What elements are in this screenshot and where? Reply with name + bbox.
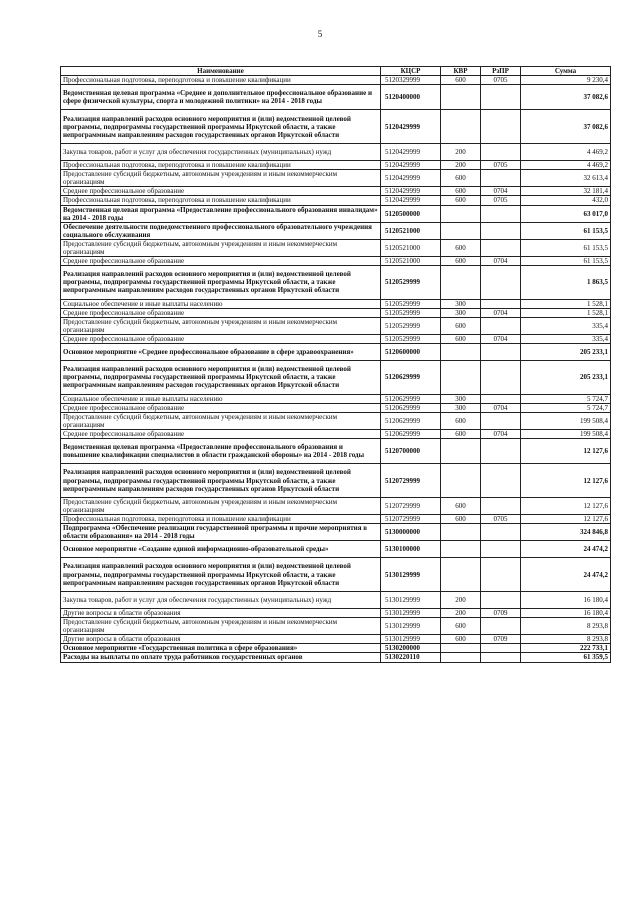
cell-kvr: 600 xyxy=(441,618,481,635)
cell-sum: 432,0 xyxy=(521,196,611,205)
cell-name: Реализация направлений расходов основного мероприятия и (или) ведомственной целевой программы, подпрограммы государственной программы Иркутской области, а также непрограммным направлениям расходов государственных органов Иркутской области xyxy=(61,464,381,497)
cell-sum: 199 508,4 xyxy=(521,430,611,439)
cell-kvr: 200 xyxy=(441,591,481,608)
table-row xyxy=(61,618,611,635)
table-body xyxy=(61,76,611,662)
cell-rzpr xyxy=(481,524,521,541)
cell-sum: 37 082,6 xyxy=(521,85,611,110)
cell-sum: 8 293,8 xyxy=(521,618,611,635)
cell-kcsr: 5120529999 xyxy=(381,308,441,317)
table-row xyxy=(61,524,611,541)
cell-sum: 61 153,5 xyxy=(521,239,611,256)
cell-name: Обеспечение деятельности подведомственного профессионального образовательного учреждения социального обслуживания xyxy=(61,222,381,239)
cell-sum: 61 153,5 xyxy=(521,222,611,239)
cell-sum: 5 724,7 xyxy=(521,394,611,403)
header-kcsr: КЦСР xyxy=(381,67,441,76)
cell-kvr xyxy=(441,439,481,464)
cell-name: Социальное обеспечение и иные выплаты населению xyxy=(61,299,381,308)
cell-name: Основное мероприятие «Государственная политика в сфере образования» xyxy=(61,644,381,653)
cell-kvr: 600 xyxy=(441,317,481,334)
cell-kvr xyxy=(441,110,481,143)
cell-kvr: 600 xyxy=(441,196,481,205)
cell-sum: 61 359,5 xyxy=(521,653,611,662)
cell-kcsr: 5130100000 xyxy=(381,541,441,558)
cell-rzpr xyxy=(481,222,521,239)
table-row xyxy=(61,196,611,205)
table-row xyxy=(61,653,611,662)
cell-kcsr: 5120521000 xyxy=(381,222,441,239)
cell-rzpr: 0709 xyxy=(481,635,521,644)
cell-sum: 32 613,4 xyxy=(521,170,611,187)
cell-kvr: 600 xyxy=(441,497,481,514)
cell-kvr: 600 xyxy=(441,430,481,439)
cell-kcsr: 5120429999 xyxy=(381,110,441,143)
cell-kcsr: 5120400000 xyxy=(381,85,441,110)
cell-kcsr: 5120629999 xyxy=(381,361,441,394)
cell-kvr xyxy=(441,558,481,591)
cell-kvr: 200 xyxy=(441,143,481,160)
cell-kvr: 600 xyxy=(441,635,481,644)
cell-sum: 1 528,1 xyxy=(521,299,611,308)
cell-kvr xyxy=(441,266,481,299)
header-kvr: КВР xyxy=(441,67,481,76)
cell-kvr: 200 xyxy=(441,609,481,618)
cell-name: Предоставление субсидий бюджетным, автономным учреждениям и иным некоммерческим организациям xyxy=(61,239,381,256)
cell-rzpr: 0705 xyxy=(481,161,521,170)
cell-rzpr xyxy=(481,558,521,591)
table-row xyxy=(61,110,611,143)
table-row xyxy=(61,412,611,429)
table-row xyxy=(61,394,611,403)
cell-sum: 222 733,1 xyxy=(521,644,611,653)
table-row xyxy=(61,205,611,222)
cell-kcsr: 5120729999 xyxy=(381,514,441,523)
cell-name: Ведомственная целевая программа «Предоставление профессионального образования и повышение квалификации специалистов в области гражданской обороны» на 2014 - 2018 годы xyxy=(61,439,381,464)
cell-kcsr: 5120521000 xyxy=(381,239,441,256)
cell-sum: 1 863,5 xyxy=(521,266,611,299)
cell-rzpr xyxy=(481,317,521,334)
cell-kcsr: 5120629999 xyxy=(381,394,441,403)
cell-rzpr xyxy=(481,85,521,110)
header-sum: Сумма xyxy=(521,67,611,76)
cell-name: Ведомственная целевая программа «Предоставление профессионального образования инвалидам» на 2014 - 2018 годы xyxy=(61,205,381,222)
table-row xyxy=(61,85,611,110)
cell-name: Основное мероприятие «Среднее профессиональное образование в сфере здравоохранения» xyxy=(61,344,381,361)
cell-kvr xyxy=(441,464,481,497)
cell-rzpr: 0705 xyxy=(481,514,521,523)
cell-sum: 24 474,2 xyxy=(521,558,611,591)
cell-name: Подпрограмма «Обеспечение реализации государственной программы и прочие мероприятия в области образования» на 2014 - 2018 годы xyxy=(61,524,381,541)
cell-sum: 9 230,4 xyxy=(521,76,611,85)
cell-rzpr xyxy=(481,439,521,464)
cell-name: Предоставление субсидий бюджетным, автономным учреждениям и иным некоммерческим организациям xyxy=(61,497,381,514)
cell-name: Предоставление субсидий бюджетным, автономным учреждениям и иным некоммерческим организациям xyxy=(61,412,381,429)
cell-kcsr: 5120529999 xyxy=(381,266,441,299)
cell-sum: 12 127,6 xyxy=(521,439,611,464)
table-row xyxy=(61,439,611,464)
cell-kvr xyxy=(441,85,481,110)
cell-rzpr: 0704 xyxy=(481,257,521,266)
cell-kvr: 200 xyxy=(441,161,481,170)
cell-name: Среднее профессиональное образование xyxy=(61,334,381,343)
cell-rzpr xyxy=(481,299,521,308)
cell-kcsr: 5120629999 xyxy=(381,403,441,412)
cell-kvr: 600 xyxy=(441,76,481,85)
cell-kvr xyxy=(441,361,481,394)
cell-rzpr xyxy=(481,653,521,662)
table-row xyxy=(61,143,611,160)
cell-name: Ведомственная целевая программа «Среднее и дополнительное профессиональное образование и сфере физической культуры, спорта и молодежной политики» на 2014 - 2018 годы xyxy=(61,85,381,110)
cell-sum: 335,4 xyxy=(521,317,611,334)
budget-table xyxy=(60,66,611,663)
table-row xyxy=(61,299,611,308)
cell-name: Среднее профессиональное образование xyxy=(61,257,381,266)
cell-kcsr: 5120629999 xyxy=(381,430,441,439)
cell-sum: 205 233,1 xyxy=(521,344,611,361)
cell-kcsr: 5120529999 xyxy=(381,299,441,308)
cell-kcsr: 5130129999 xyxy=(381,618,441,635)
table-row xyxy=(61,187,611,196)
cell-name: Расходы на выплаты по оплате труда работников государственных органов xyxy=(61,653,381,662)
cell-kcsr: 5130129999 xyxy=(381,609,441,618)
cell-sum: 1 528,1 xyxy=(521,308,611,317)
cell-rzpr xyxy=(481,361,521,394)
page-number: 5 xyxy=(317,29,323,39)
cell-kcsr: 5120529999 xyxy=(381,317,441,334)
cell-kcsr: 5120500000 xyxy=(381,205,441,222)
cell-sum: 8 293,8 xyxy=(521,635,611,644)
cell-kvr xyxy=(441,541,481,558)
table-row xyxy=(61,644,611,653)
cell-rzpr xyxy=(481,170,521,187)
cell-sum: 12 127,6 xyxy=(521,514,611,523)
table-row xyxy=(61,317,611,334)
cell-name: Среднее профессиональное образование xyxy=(61,308,381,317)
cell-rzpr: 0709 xyxy=(481,609,521,618)
cell-kcsr: 5120529999 xyxy=(381,334,441,343)
cell-kvr xyxy=(441,222,481,239)
cell-kvr: 300 xyxy=(441,394,481,403)
cell-kcsr: 5120729999 xyxy=(381,497,441,514)
cell-sum: 205 233,1 xyxy=(521,361,611,394)
table-row xyxy=(61,222,611,239)
table-row xyxy=(61,344,611,361)
cell-name: Реализация направлений расходов основного мероприятия и (или) ведомственной целевой программы, подпрограммы государственной программы Иркутской области, а также непрограммным направлениям расходов государственных органов Иркутской области xyxy=(61,558,381,591)
cell-kvr xyxy=(441,653,481,662)
cell-sum: 61 153,5 xyxy=(521,257,611,266)
table-row xyxy=(61,497,611,514)
cell-name: Профессиональная подготовка, переподготовка и повышение квалификации xyxy=(61,161,381,170)
table-row xyxy=(61,334,611,343)
cell-kvr: 600 xyxy=(441,257,481,266)
cell-name: Закупка товаров, работ и услуг для обеспечения государственных (муниципальных) нужд xyxy=(61,143,381,160)
cell-rzpr xyxy=(481,591,521,608)
table-header-row xyxy=(61,67,611,76)
cell-name: Среднее профессиональное образование xyxy=(61,187,381,196)
cell-kcsr: 5130000000 xyxy=(381,524,441,541)
cell-kcsr: 5120729999 xyxy=(381,464,441,497)
cell-rzpr xyxy=(481,497,521,514)
header-name: Наименование xyxy=(61,67,381,76)
cell-sum: 335,4 xyxy=(521,334,611,343)
cell-name: Основное мероприятие «Создание единой информационно-образовательной среды» xyxy=(61,541,381,558)
table-row xyxy=(61,514,611,523)
cell-name: Другие вопросы в области образования xyxy=(61,609,381,618)
cell-kcsr: 5120600000 xyxy=(381,344,441,361)
table-row xyxy=(61,76,611,85)
cell-rzpr xyxy=(481,412,521,429)
cell-sum: 12 127,6 xyxy=(521,497,611,514)
cell-sum: 37 082,6 xyxy=(521,110,611,143)
cell-kcsr: 5130129999 xyxy=(381,558,441,591)
table-row xyxy=(61,170,611,187)
cell-rzpr: 0704 xyxy=(481,308,521,317)
cell-rzpr xyxy=(481,464,521,497)
cell-sum: 5 724,7 xyxy=(521,403,611,412)
cell-sum: 32 181,4 xyxy=(521,187,611,196)
cell-sum: 4 469,2 xyxy=(521,161,611,170)
cell-name: Предоставление субсидий бюджетным, автономным учреждениям и иным некоммерческим организациям xyxy=(61,618,381,635)
cell-sum: 12 127,6 xyxy=(521,464,611,497)
table-row xyxy=(61,430,611,439)
table-row xyxy=(61,308,611,317)
cell-rzpr: 0704 xyxy=(481,187,521,196)
cell-kvr xyxy=(441,524,481,541)
cell-rzpr: 0704 xyxy=(481,403,521,412)
table-row xyxy=(61,239,611,256)
table-row xyxy=(61,361,611,394)
table-row xyxy=(61,266,611,299)
cell-kcsr: 5120429999 xyxy=(381,143,441,160)
cell-name: Профессиональная подготовка, переподготовка и повышение квалификации xyxy=(61,514,381,523)
table-row xyxy=(61,464,611,497)
cell-kvr: 600 xyxy=(441,514,481,523)
table-row xyxy=(61,591,611,608)
table-row xyxy=(61,161,611,170)
cell-sum: 4 469,2 xyxy=(521,143,611,160)
cell-name: Среднее профессиональное образование xyxy=(61,403,381,412)
cell-kvr: 600 xyxy=(441,187,481,196)
cell-rzpr xyxy=(481,644,521,653)
cell-kvr: 600 xyxy=(441,412,481,429)
table-row xyxy=(61,635,611,644)
cell-name: Профессиональная подготовка, переподготовка и повышение квалификации xyxy=(61,196,381,205)
cell-rzpr: 0705 xyxy=(481,196,521,205)
cell-kcsr: 5130200000 xyxy=(381,644,441,653)
cell-rzpr xyxy=(481,110,521,143)
cell-kcsr: 5120429999 xyxy=(381,196,441,205)
table-row xyxy=(61,558,611,591)
cell-kcsr: 5120700000 xyxy=(381,439,441,464)
cell-name: Предоставление субсидий бюджетным, автономным учреждениям и иным некоммерческим организациям xyxy=(61,317,381,334)
cell-name: Реализация направлений расходов основного мероприятия и (или) ведомственной целевой программы, подпрограммы государственной программы Иркутской области, а также непрограммным направлениям расходов государственных органов Иркутской области xyxy=(61,110,381,143)
cell-name: Социальное обеспечение и иные выплаты населению xyxy=(61,394,381,403)
cell-kcsr: 5120329999 xyxy=(381,76,441,85)
cell-rzpr: 0704 xyxy=(481,430,521,439)
cell-kvr xyxy=(441,205,481,222)
cell-sum: 24 474,2 xyxy=(521,541,611,558)
cell-rzpr xyxy=(481,394,521,403)
cell-sum: 63 017,0 xyxy=(521,205,611,222)
cell-kcsr: 5120429999 xyxy=(381,187,441,196)
cell-kcsr: 5120429999 xyxy=(381,170,441,187)
table-row xyxy=(61,541,611,558)
cell-name: Реализация направлений расходов основного мероприятия и (или) ведомственной целевой программы, подпрограммы государственной программы Иркутской области, а также непрограммным направлениям расходов государственных органов Иркутской области xyxy=(61,266,381,299)
cell-kvr: 600 xyxy=(441,239,481,256)
cell-name: Закупка товаров, работ и услуг для обеспечения государственных (муниципальных) нужд xyxy=(61,591,381,608)
cell-kcsr: 5130129999 xyxy=(381,591,441,608)
cell-kvr: 600 xyxy=(441,334,481,343)
cell-rzpr xyxy=(481,618,521,635)
cell-kvr xyxy=(441,644,481,653)
cell-kvr xyxy=(441,344,481,361)
cell-kcsr: 5120629999 xyxy=(381,412,441,429)
cell-kvr: 300 xyxy=(441,299,481,308)
cell-kcsr: 5120429999 xyxy=(381,161,441,170)
cell-rzpr xyxy=(481,143,521,160)
cell-name: Среднее профессиональное образование xyxy=(61,430,381,439)
cell-rzpr xyxy=(481,541,521,558)
cell-sum: 199 508,4 xyxy=(521,412,611,429)
cell-rzpr xyxy=(481,344,521,361)
cell-kcsr: 5130220110 xyxy=(381,653,441,662)
cell-rzpr xyxy=(481,205,521,222)
cell-name: Предоставление субсидий бюджетным, автономным учреждениям и иным некоммерческим организациям xyxy=(61,170,381,187)
cell-name: Профессиональная подготовка, переподготовка и повышение квалификации xyxy=(61,76,381,85)
cell-sum: 16 180,4 xyxy=(521,609,611,618)
cell-name: Реализация направлений расходов основного мероприятия и (или) ведомственной целевой программы, подпрограммы государственной программы Иркутской области, а также непрограммным направлениям расходов государственных органов Иркутской области xyxy=(61,361,381,394)
cell-name: Другие вопросы в области образования xyxy=(61,635,381,644)
table-row xyxy=(61,257,611,266)
cell-kcsr: 5120521000 xyxy=(381,257,441,266)
header-rzpr: РзПР xyxy=(481,67,521,76)
table-row xyxy=(61,609,611,618)
cell-sum: 324 846,8 xyxy=(521,524,611,541)
cell-kvr: 600 xyxy=(441,170,481,187)
cell-kvr: 300 xyxy=(441,403,481,412)
cell-rzpr: 0705 xyxy=(481,76,521,85)
cell-rzpr: 0704 xyxy=(481,334,521,343)
table-row xyxy=(61,403,611,412)
cell-rzpr xyxy=(481,266,521,299)
cell-kvr: 300 xyxy=(441,308,481,317)
cell-rzpr xyxy=(481,239,521,256)
cell-kcsr: 5130129999 xyxy=(381,635,441,644)
cell-sum: 16 180,4 xyxy=(521,591,611,608)
